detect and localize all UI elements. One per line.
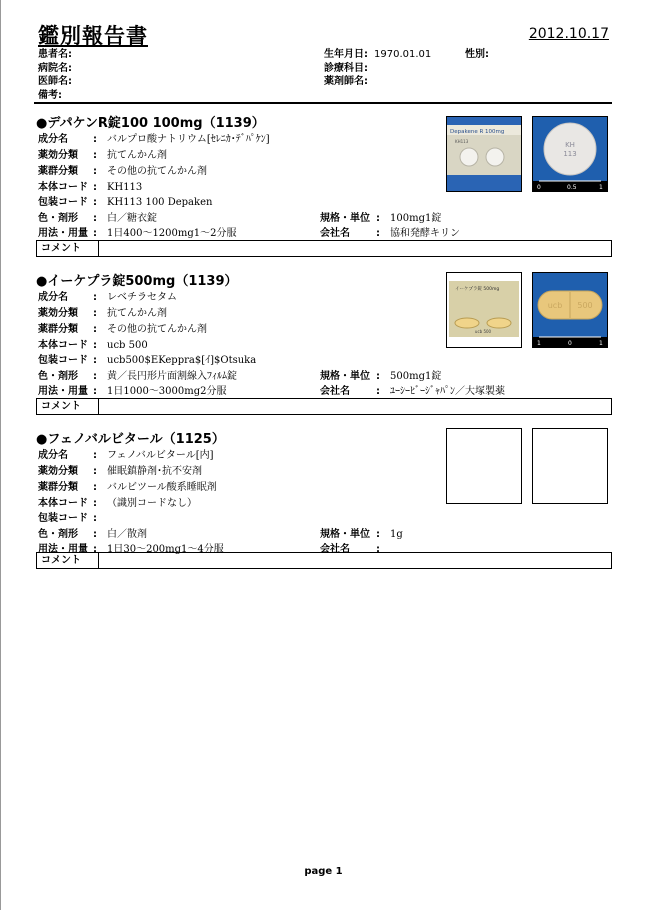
dosage-row [38,382,227,397]
comment-box[interactable] [36,552,612,569]
color-form-label: 色・剤形 [38,529,78,540]
color-form-row [38,525,147,540]
colon: : [93,150,97,161]
group-row [38,162,207,177]
spec-value: 100mg1錠 [390,213,442,224]
sex-label: 性別: [465,49,489,60]
colon: : [93,228,97,239]
comment-label: コメント [37,553,99,568]
body-code-row [38,494,197,509]
efficacy-row [38,304,167,319]
patient-field [38,45,78,60]
company-label: 会社名 [320,386,350,397]
comment-box[interactable] [36,398,612,415]
colon: : [93,292,97,303]
colon: : [376,228,380,239]
company-value: 協和発酵キリン [390,228,460,239]
colon: : [93,513,97,524]
dosage-value: 1日1000～3000mg2分服 [107,386,227,397]
spec-label: 規格・単位 [320,529,370,540]
spec-row [320,367,441,382]
ingredient-value: バルプロ酸ナトリウム[ｾﾚﾆｶ･ﾃﾞﾊﾟｹﾝ] [107,134,270,145]
notes-label: 備考: [38,90,62,101]
patient-label: 患者名: [38,49,72,60]
ingredient-label: 成分名 [38,450,68,461]
colon: : [93,308,97,319]
colon: : [93,355,97,366]
drug-name: ●デパケンR錠100 100mg（1139） [36,116,265,131]
color-form-label: 色・剤形 [38,213,78,224]
company-row [320,224,460,239]
package-code-row [38,509,107,524]
group-label: 薬群分類 [38,482,78,493]
package-code-value: KH113 100 Depaken [107,197,213,208]
color-form-label: 色・剤形 [38,371,78,382]
tablet-imprint: KH [565,141,575,149]
dosage-label: 用法・用量 [38,228,88,239]
efficacy-row [38,462,202,477]
birth-label: 生年月日: [324,49,368,60]
dosage-label: 用法・用量 [38,544,88,555]
body-code-value: （識別コードなし） [107,498,197,509]
scale-label: 0.5 [567,184,577,191]
colon: : [93,482,97,493]
dosage-label: 用法・用量 [38,386,88,397]
colon: : [93,197,97,208]
group-label: 薬群分類 [38,166,78,177]
tablet-imprint: ucb [547,301,563,310]
birth-value: 1970.01.01 [374,49,432,60]
spec-row [320,525,403,540]
group-value: その他の抗てんかん剤 [107,324,207,335]
package-code-row [38,351,256,366]
body-code-row [38,178,142,193]
package-code-row [38,193,212,208]
package-code-label: 包装コード [38,513,88,524]
pharmacist-field [324,72,374,87]
company-row [320,382,505,397]
sex-field [465,45,495,60]
pharmacist-label: 薬剤師名: [324,76,368,87]
group-row [38,478,217,493]
notes-field [38,86,68,101]
spec-value: 500mg1錠 [390,371,442,382]
colon: : [93,182,97,193]
drug-entry [36,270,612,420]
efficacy-label: 薬効分類 [38,308,78,319]
spec-label: 規格・単位 [320,213,370,224]
spec-value: 1g [390,529,403,540]
efficacy-value: 抗てんかん剤 [107,308,167,319]
comment-box[interactable] [36,240,612,257]
spec-row [320,209,441,224]
page-number: page 1 [304,866,343,877]
body-code-value: KH113 [107,182,143,193]
package-text: Depakene R 100mg [450,129,505,135]
colon: : [93,450,97,461]
colon: : [93,213,97,224]
colon: : [376,529,380,540]
colon: : [93,324,97,335]
drug-entry [36,112,612,262]
color-form-row [38,209,157,224]
colon: : [93,166,97,177]
tablet-photo [532,272,608,348]
colon: : [93,466,97,477]
hospital-label: 病院名: [38,63,72,74]
ingredient-row [38,446,214,461]
dosage-row [38,224,237,239]
ingredient-value: フェノバルビタール[内] [107,450,214,461]
efficacy-label: 薬効分類 [38,466,78,477]
efficacy-value: 催眠鎮静剤･抗不安剤 [107,466,202,477]
scale-label: 1 [599,184,603,191]
tablet-imprint-2: 113 [563,150,577,158]
body-code-value: ucb 500 [107,340,148,351]
company-label: 会社名 [320,544,350,555]
ingredient-row [38,288,177,303]
company-label: 会社名 [320,228,350,239]
group-label: 薬群分類 [38,324,78,335]
colon: : [93,498,97,509]
birth-field [324,45,431,60]
comment-label: コメント [37,399,99,414]
group-row [38,320,207,335]
colon: : [93,544,97,555]
color-form-row [38,367,237,382]
body-code-row [38,336,148,351]
colon: : [93,529,97,540]
ingredient-label: 成分名 [38,134,68,145]
tablet-photo-empty [532,428,608,504]
colon: : [93,134,97,145]
colon: : [376,213,380,224]
spec-label: 規格・単位 [320,371,370,382]
scale-label: 0 [537,184,541,191]
package-photo [446,272,522,348]
dept-label: 診療科目: [324,63,368,74]
header-divider [34,102,612,104]
report-date: 2012.10.17 [528,26,609,42]
doctor-label: 医師名: [38,76,72,87]
body-code-label: 本体コード [38,182,88,193]
colon: : [93,386,97,397]
scale-label: 1 [599,340,603,347]
drug-name: ●イーケプラ錠500mg（1139） [36,274,238,289]
ingredient-value: レベチラセタム [107,292,177,303]
efficacy-row [38,146,167,161]
ingredient-row [38,130,270,145]
color-form-value: 白／糖衣錠 [107,213,157,224]
package-code-value: ucb500$EKeppra$[ｲ]$Otsuka [107,355,257,366]
tablet-photo [532,116,608,192]
drug-entry [36,428,612,578]
scale-label: 1 [537,340,541,347]
colon: : [376,544,380,555]
comment-label: コメント [37,241,99,256]
package-text: イーケプラ錠 500mg [455,287,500,292]
drug-name: ●フェノバルビタール（1125） [36,432,225,447]
package-code-label: 包装コード [38,355,88,366]
company-value: ﾕｰｼｰﾋﾞｰｼﾞｬﾊﾟﾝ／大塚製薬 [390,386,505,397]
ingredient-label: 成分名 [38,292,68,303]
colon: : [376,386,380,397]
tablet-imprint-2: 500 [577,301,593,310]
body-code-label: 本体コード [38,340,88,351]
efficacy-label: 薬効分類 [38,150,78,161]
scale-label: 0 [568,340,572,347]
package-code-text: KH113 [455,139,469,144]
body-code-label: 本体コード [38,498,88,509]
group-value: バルビツール酸系睡眠剤 [107,482,217,493]
colon: : [376,371,380,382]
page-title: 鑑別報告書 [38,24,148,48]
package-code-label: 包装コード [38,197,88,208]
page-edge [0,0,1,910]
efficacy-value: 抗てんかん剤 [107,150,167,161]
dosage-value: 1日400～1200mg1～2分服 [107,228,237,239]
dosage-value: 1日30～200mg1～4分服 [107,544,224,555]
colon: : [93,371,97,382]
package-photo-empty [446,428,522,504]
package-code-text: ucb 500 [474,329,492,334]
color-form-value: 白／散剤 [107,529,147,540]
group-value: その他の抗てんかん剤 [107,166,207,177]
color-form-value: 黄／長円形片面割線入ﾌｨﾙﾑ錠 [107,371,237,382]
package-photo [446,116,522,192]
doctor-field [38,72,78,87]
colon: : [93,340,97,351]
